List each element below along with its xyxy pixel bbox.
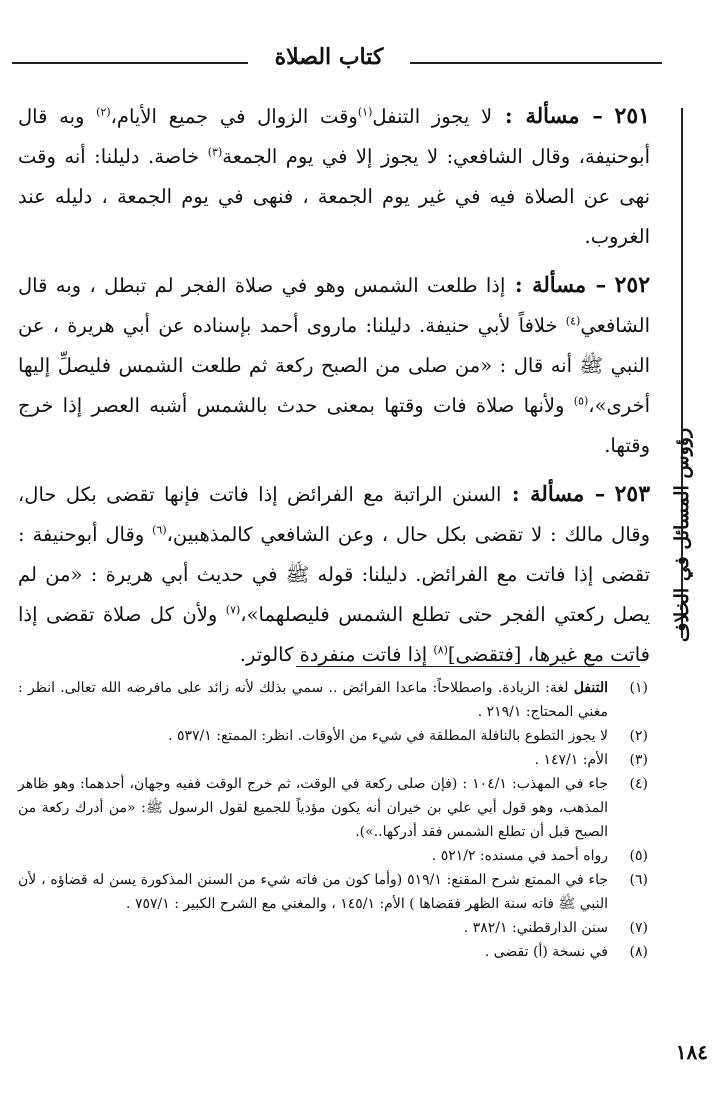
footnote-text: لا يجوز التطوع بالنافلة المطلقة في شيء من الأوقات. انظر: الممتع: ٥٣٧/١ . [168, 728, 608, 744]
footnote-term: التنفل [573, 680, 608, 696]
footnote-text: سنن الدارقطني: ٣٨٢/١ . [463, 920, 608, 936]
masala-text: وقت الزوال في جميع الأيام، [110, 105, 358, 128]
footnote [18, 868, 648, 916]
footnote [18, 772, 648, 844]
footnote-number: (٣) [629, 752, 648, 768]
footnote [18, 940, 648, 964]
footnote-number: (١) [629, 680, 648, 696]
footnote-number: (٨) [629, 944, 648, 960]
masala-number: ٢٥٣ [614, 481, 651, 507]
masala-number: ٢٥١ [614, 103, 650, 129]
page-title: كتاب الصلاة [274, 44, 384, 70]
running-header [12, 38, 662, 78]
footnote-number: (٧) [629, 920, 648, 936]
footnote-ref: (٢) [96, 105, 111, 119]
footnote-text: لغة: الزيادة. واصطلاحاً: ماعدا الفرائض .. سمي بذلك لأنه زائد على مافرضه الله تعالى. انظر : مغني المحتاج: ٢١٩/١ . [18, 680, 608, 720]
footnote-ref: (١) [357, 105, 373, 119]
masala-text: وبه قال أبوحنيفة، وقال الشافعي: لا يجوز إلا في يوم الجمعة [18, 105, 651, 168]
footnote-ref: (٦) [152, 523, 167, 537]
masala-paragraph: ٢٥١ – مسألة : لا يجوز التنفل$^{(١)}$وقت الزوال في جميع الأيام،$^{(٢)}$ وبه قال أبوحنيفة، وقال الشافعي: لا يجوز إلا في يوم الجمعة$^{(٣)}$ خاصة. دليلنا: أنه وقت نهى عن الصلاة فيه في غير يوم الجمعة ، فنهى في يوم الجمعة ، دليله عند الغروب. [18, 103, 651, 248]
masala-label: مسألة [530, 481, 585, 506]
footnote-text: جاء في المهذب: ١٠٤/١ : (فإن صلى ركعة في الوقت، ثم خرج الوقت ففيه وجهان، أحدهما: وهو ظاهر المذهب، وهو قول أبي علي بن خيران أنه يكون مؤدياً للجميع لقول الرسول ﷺ: «من أدرك ركعة من الصبح قبل أن تطلع الشمس فقد أدركها..»). [18, 776, 608, 840]
masala-text: وقال أبوحنيفة : تقضى إذا فاتت مع الفرائض. دليلنا: قوله ﷺ في حديث أبي هريرة : «من لم يصل ركعتي الفجر حتى تطلع الشمس فليصلهما»، [18, 523, 650, 626]
footnote-separator [296, 666, 640, 667]
masala-text: إذا فاتت منفردة كالوتر. [239, 643, 434, 666]
side-title [664, 420, 700, 650]
masala-text: لا يجوز التنفل [372, 105, 493, 128]
masala-number: ٢٥٢ [614, 272, 651, 298]
header-rule-left [12, 62, 248, 64]
side-title-text: رؤوس المسائل في الخلاف [671, 427, 693, 643]
footnote [18, 916, 648, 940]
footnote [18, 844, 648, 868]
footnote [18, 724, 648, 748]
footnote-ref: (٧) [225, 603, 241, 617]
footnote-number: (٤) [629, 776, 648, 792]
footnote-ref: (٤) [565, 314, 581, 328]
footnote-ref: (٨) [433, 643, 448, 657]
footnote-number: (٦) [629, 872, 648, 888]
footnote [18, 676, 648, 724]
masala-paragraph: ٢٥٣ – مسألة : السنن الراتبة مع الفرائض إذا فاتت فإنها تقضى بكل حال، وقال مالك : لا تقضى بكل حال ، وعن الشافعي كالمذهبين،$^{(٦)}$ وقال أبوحنيفة : تقضى إذا فاتت مع الفرائض. دليلنا: قوله ﷺ في حديث أبي هريرة : «من لم يصل ركعتي الفجر حتى تطلع الشمس فليصلهما»،$^{(٧)}$ ولأن كل صلاة تقضى إذا فاتت مع غيرها، [فتقضى]$^{(٨)}$ إذا فاتت منفردة كالوتر. [18, 481, 651, 666]
footnote-ref: (٥) [573, 394, 589, 408]
footnote-number: (٢) [629, 728, 648, 744]
masala-text: خلافاً لأبي حنيفة. دليلنا: ماروى أحمد بإسناده عن أبي هريرة ، عن النبي ﷺ أنه قال : «من صلى من الصبح ركعة ثم طلعت الشمس فليصلِّ إليها أخرى»، [18, 314, 650, 417]
header-rule-right [410, 62, 662, 64]
masala-label: مسألة [525, 103, 580, 128]
masala-paragraph: ٢٥٢ – مسألة : إذا طلعت الشمس وهو في صلاة الفجر لم تبطل ، وبه قال الشافعي$^{(٤)}$ خلافاً لأبي حنيفة. دليلنا: ماروى أحمد بإسناده عن أبي هريرة ، عن النبي ﷺ أنه قال : «من صلى من الصبح ركعة ثم طلعت الشمس فليصلِّ إليها أخرى»،$^{(٥)}$ ولأنها صلاة فات وقتها بمعنى حدث بالشمس أشبه العصر إذا خرج وقتها. [18, 272, 651, 457]
masala-label: مسألة [532, 272, 587, 297]
footnote-text: في نسخة (أ) تقضى . [484, 944, 608, 960]
masala-text: ولأنها صلاة فات وقتها بمعنى حدث بالشمس أشبه العصر إذا خرج وقتها. [18, 394, 650, 457]
footnotes [18, 676, 648, 964]
page-number: ١٨٤ [675, 1040, 708, 1064]
footnote-number: (٥) [629, 848, 648, 864]
footnote-text: جاء في الممتع شرح المقنع: ٥١٩/١ (وأما كون من فاته شيء من السنن المذكورة يسن له قضاؤه ، لأن النبي ﷺ فاته سنة الظهر فقضاها ) الأم: ١٤٥/١ ، والمغني مع الشرح الكبير : ٧٥٧/١ . [18, 872, 608, 912]
footnote [18, 748, 648, 772]
masala-text: السنن الراتبة مع الفرائض إذا فاتت فإنها تقضى بكل حال، وقال مالك : لا تقضى بكل حال ، وعن الشافعي كالمذهبين، [18, 483, 650, 546]
footnote-text: رواه أحمد في مسنده: ٥٢١/٢ . [431, 848, 608, 864]
masala-text: إذا طلعت الشمس وهو في صلاة الفجر لم تبطل ، وبه قال الشافعي [18, 274, 650, 337]
masala-text: خاصة. دليلنا: أنه وقت نهى عن الصلاة فيه في غير يوم الجمعة ، فنهى في يوم الجمعة ، دليله عند الغروب. [18, 145, 650, 248]
footnote-ref: (٣) [207, 145, 223, 159]
main-text [18, 96, 650, 683]
footnote-text: الأم: ١٤٧/١ . [534, 752, 608, 768]
masala-text: ولأن كل صلاة تقضى إذا فاتت مع غيرها، [فتقضى] [18, 603, 650, 666]
